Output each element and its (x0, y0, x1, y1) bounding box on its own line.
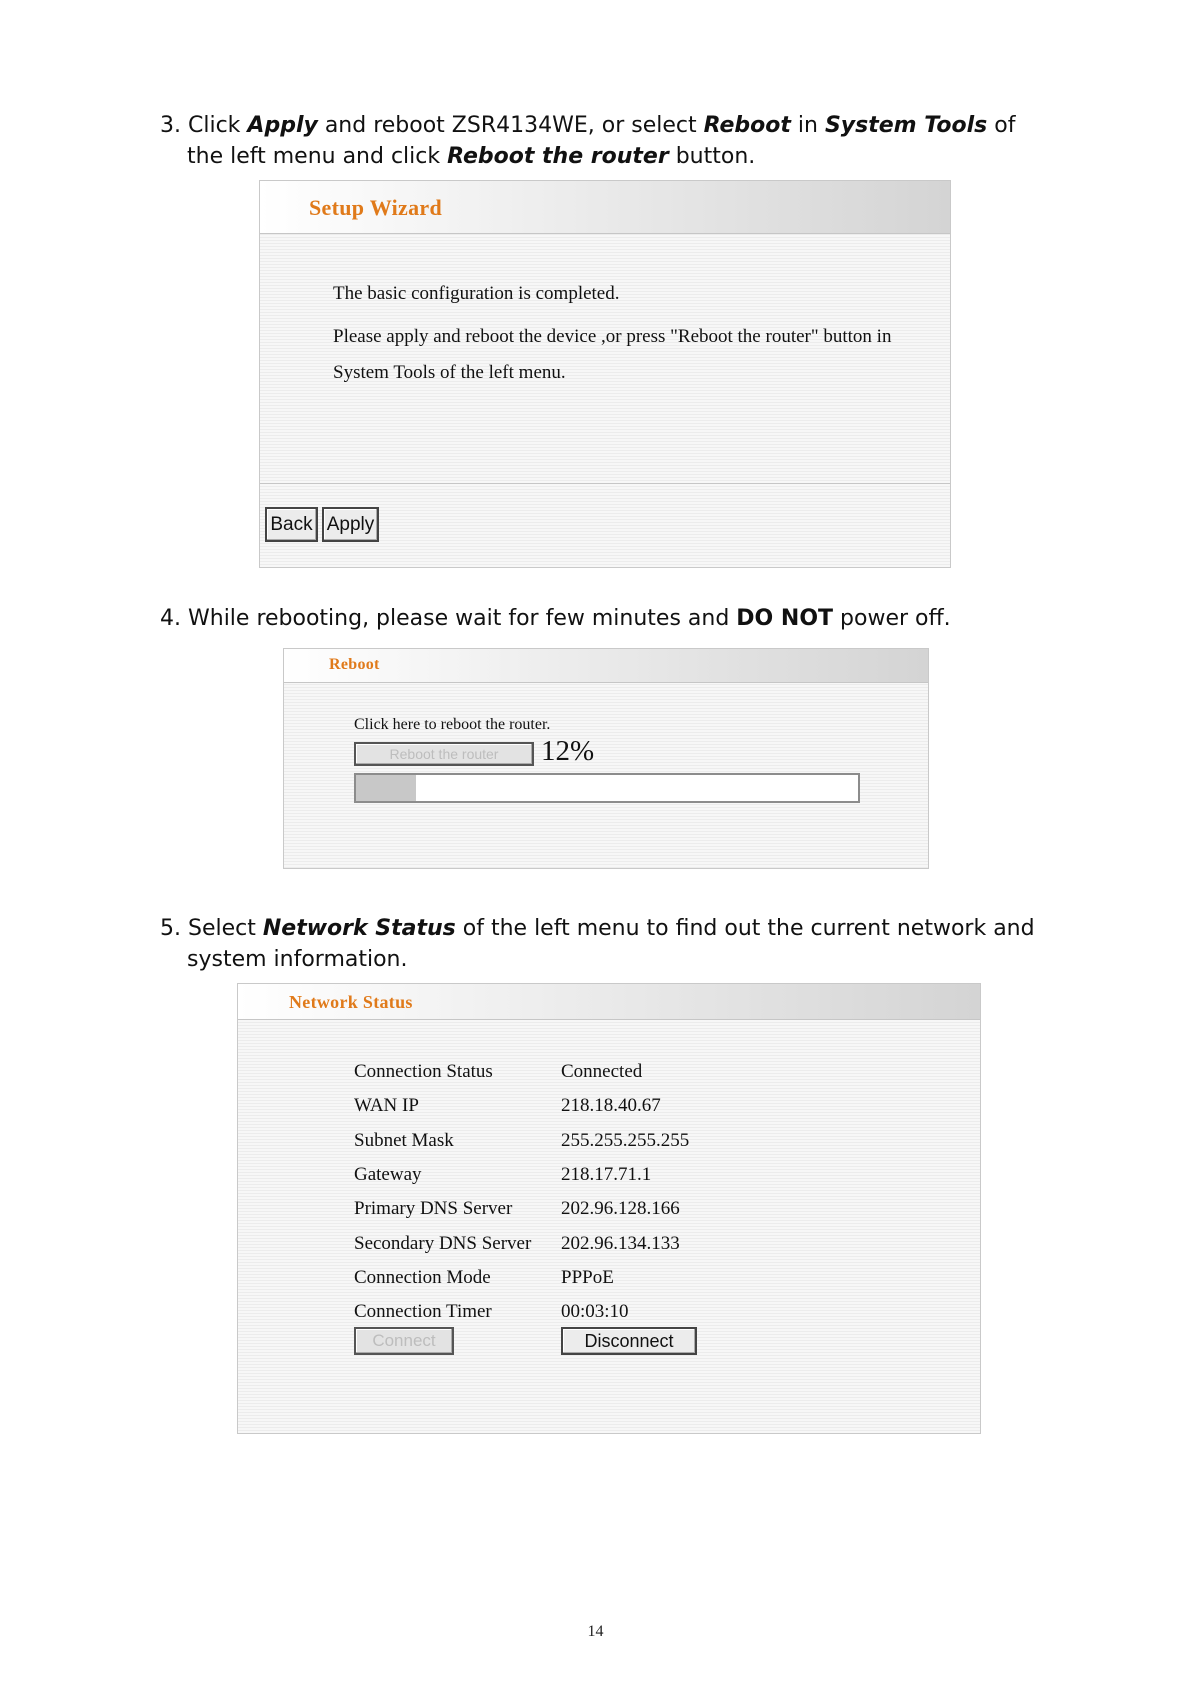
page-number: 14 (587, 1623, 604, 1640)
emphasis-do-not: DO NOT (736, 606, 834, 631)
step-number: 5. (160, 916, 181, 941)
setup-wizard-title: Setup Wizard (309, 195, 442, 220)
emphasis-apply: Apply (247, 113, 318, 138)
step-4-instruction: 4. While rebooting, please wait for few minutes and DO NOT power off. (160, 606, 951, 631)
network-status-title: Network Status (289, 992, 413, 1012)
status-row-value: PPPoE (561, 1266, 614, 1288)
reboot-panel (283, 648, 929, 869)
status-row-value: 202.96.128.166 (561, 1198, 680, 1220)
step-3-instruction: 3. Click Apply and reboot ZSR4134WE, or select Reboot in System Tools of the left menu and click Reboot the router button. (160, 110, 1015, 172)
status-row-label: Connection Timer (354, 1301, 492, 1323)
status-row-label: Subnet Mask (354, 1129, 454, 1151)
status-row-value: 00:03:10 (561, 1301, 629, 1323)
setup-wizard-panel (259, 180, 951, 568)
emphasis-reboot-the-router: Reboot the router (447, 144, 669, 169)
reboot-progress-fill (356, 775, 416, 801)
disconnect-button[interactable]: Disconnect (561, 1327, 697, 1355)
reboot-title: Reboot (329, 656, 380, 673)
status-row-label: Primary DNS Server (354, 1198, 513, 1220)
setup-wizard-header (260, 181, 950, 234)
apply-reboot-instruction: Please apply and reboot the device ,or press "Reboot the router" button in (333, 326, 892, 347)
emphasis-reboot: Reboot (703, 113, 791, 138)
step-5-instruction: 5. Select Network Status of the left menu to find out the current network and system information. (160, 913, 1035, 975)
step-5-line-2: system information. (187, 947, 408, 972)
reboot-progress-bar (354, 773, 860, 803)
reboot-header (284, 649, 928, 683)
status-row-label: Secondary DNS Server (354, 1232, 532, 1254)
status-row-label: Gateway (354, 1163, 422, 1185)
network-status-header (238, 984, 980, 1020)
step-3-line-2: the left menu and click Reboot the router button. (187, 144, 756, 169)
status-row-value: 255.255.255.255 (561, 1129, 690, 1151)
status-row-label: Connection Mode (354, 1266, 491, 1288)
reboot-the-router-button[interactable]: Reboot the router (354, 742, 534, 766)
system-tools-instruction: System Tools of the left menu. (333, 362, 566, 383)
network-status-panel (237, 983, 981, 1434)
back-button[interactable]: Back (265, 507, 318, 542)
button-bar-divider (260, 483, 950, 484)
connect-button[interactable]: Connect (354, 1327, 454, 1355)
emphasis-network-status: Network Status (262, 916, 456, 941)
status-row-value: 218.18.40.67 (561, 1095, 661, 1117)
status-row-value: 202.96.134.133 (561, 1232, 680, 1254)
reboot-instruction: Click here to reboot the router. (354, 716, 551, 733)
completion-message: The basic configuration is completed. (333, 283, 620, 304)
emphasis-system-tools: System Tools (824, 113, 988, 138)
progress-percent: 12% (541, 735, 595, 767)
status-row-label: WAN IP (354, 1095, 419, 1117)
status-row-value: 218.17.71.1 (561, 1163, 652, 1185)
step-number: 3. (160, 113, 181, 138)
step-number: 4. (160, 606, 181, 631)
status-row-label: Connection Status (354, 1061, 493, 1082)
apply-button[interactable]: Apply (322, 507, 379, 542)
status-row-value: Connected (561, 1061, 643, 1082)
